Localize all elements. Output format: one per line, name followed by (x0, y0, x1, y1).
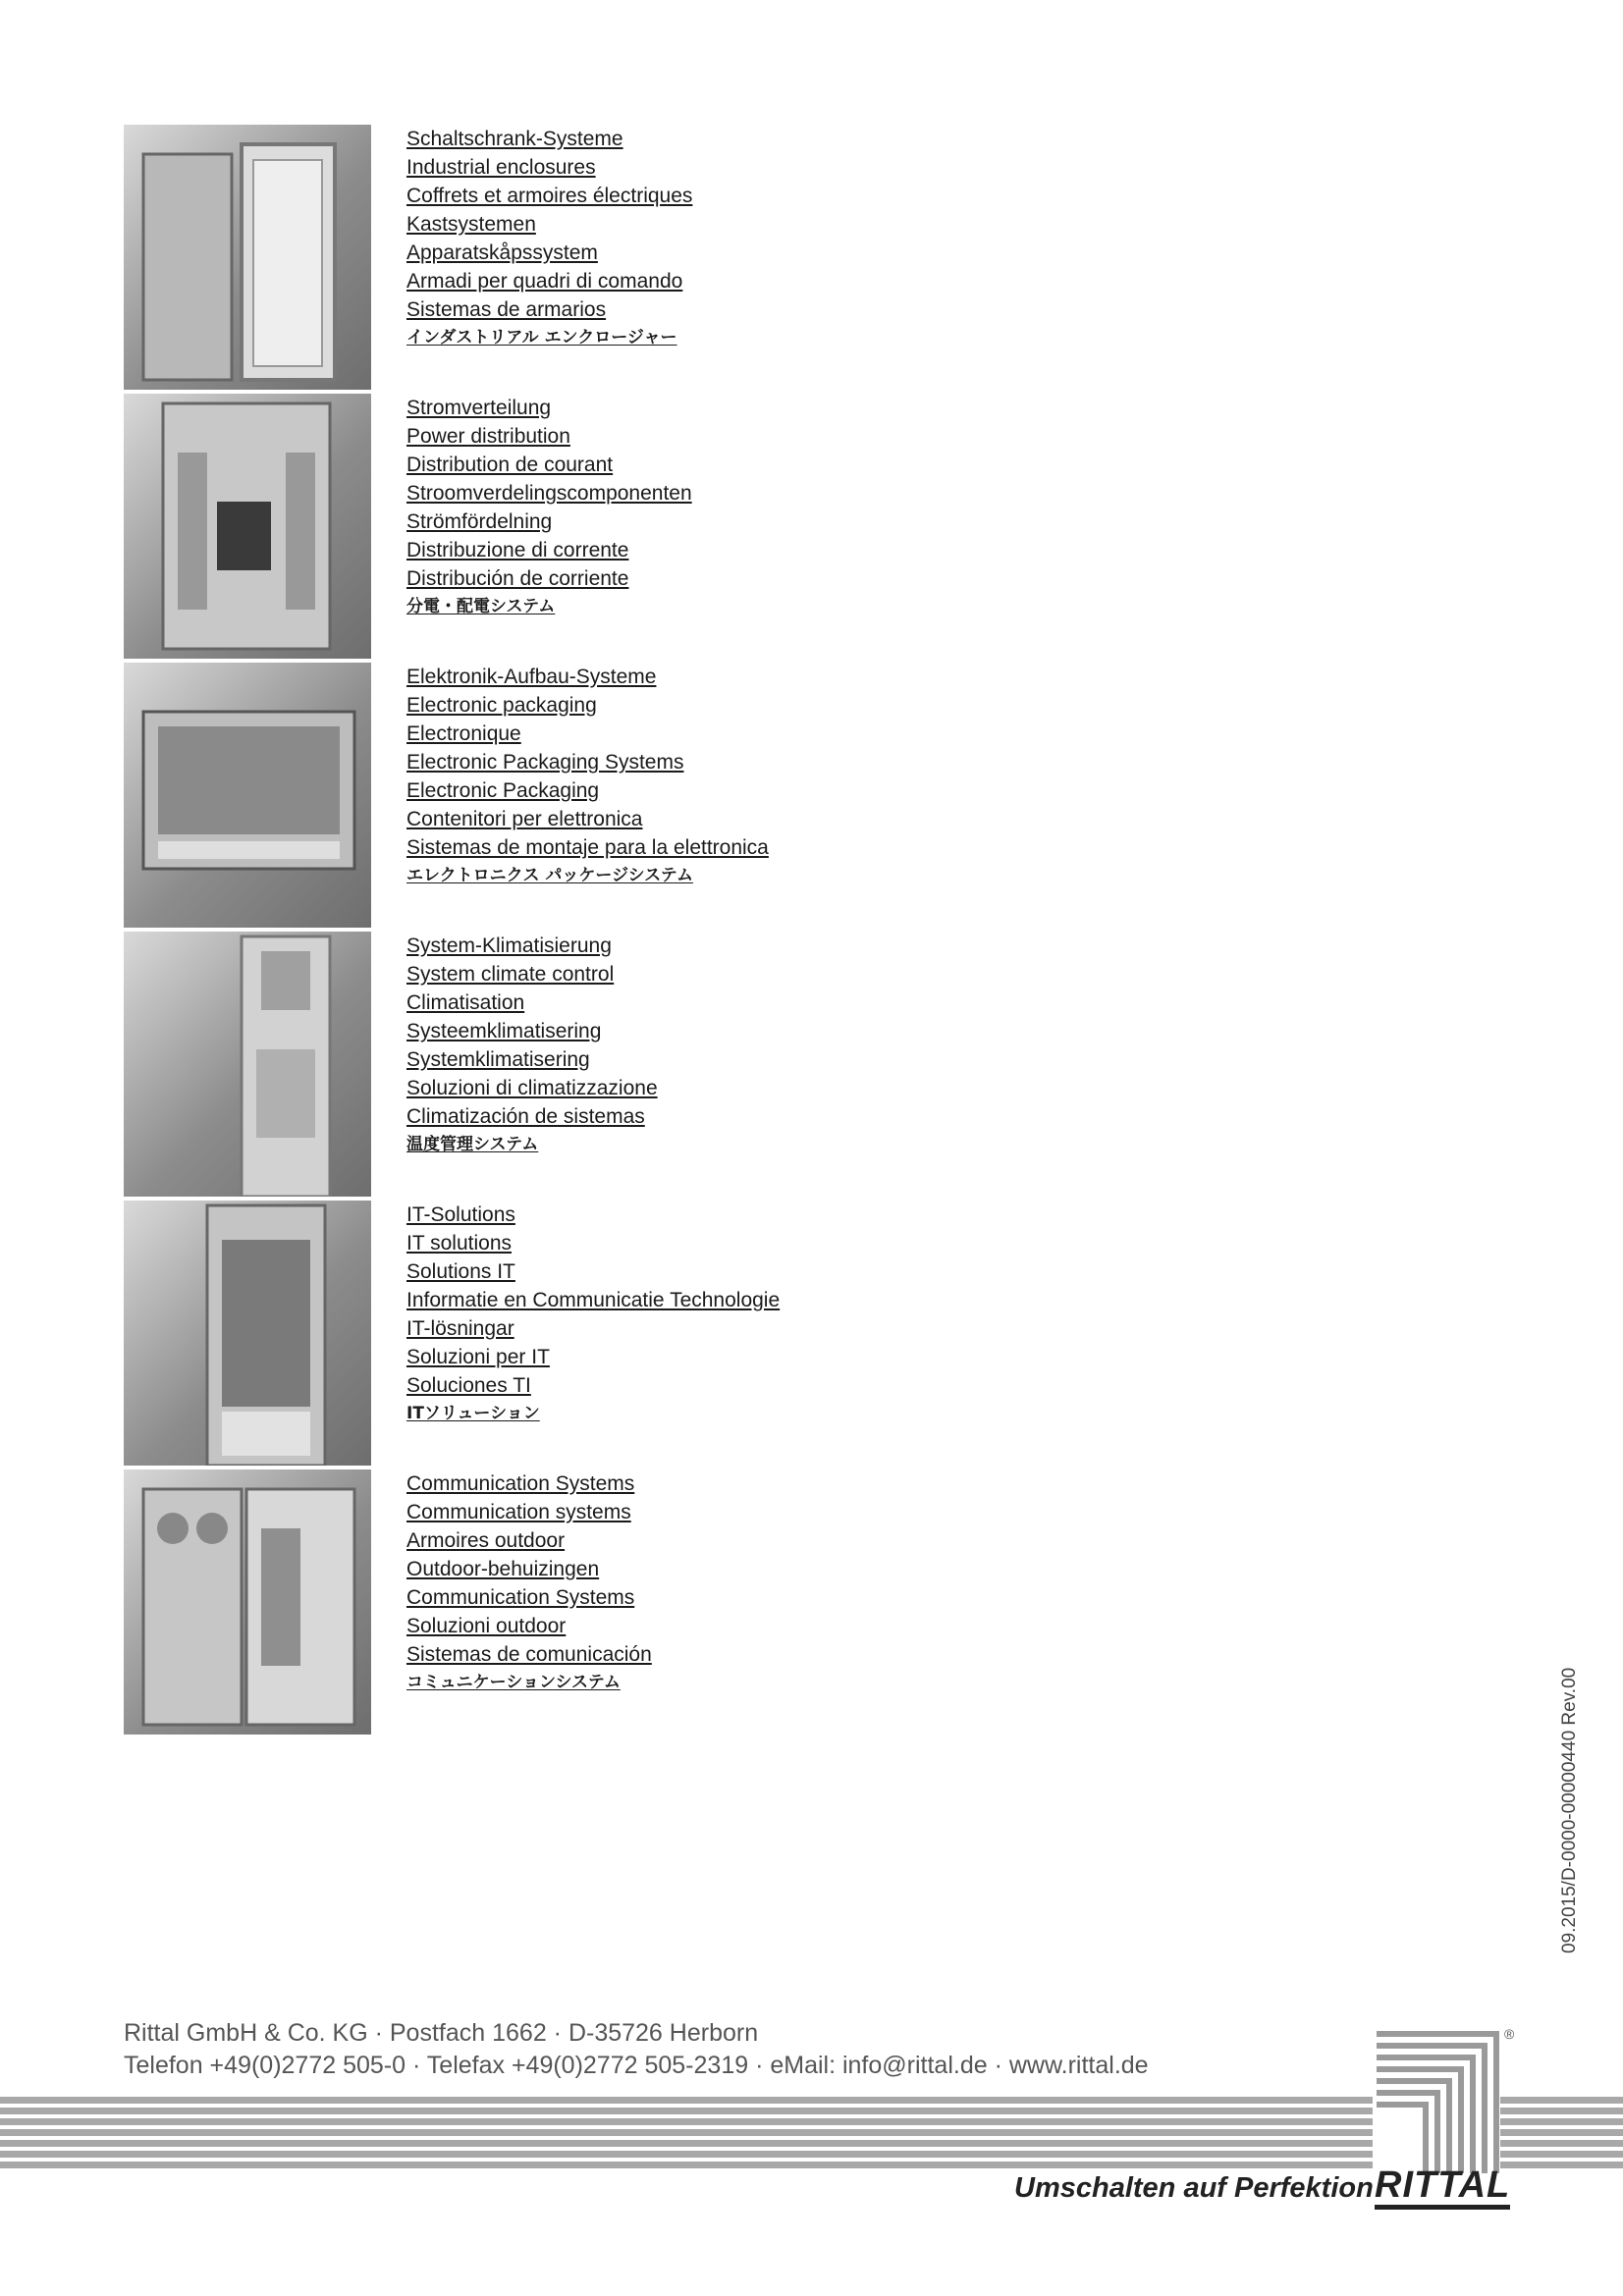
climate-control-image (124, 932, 371, 1197)
link-climate-es[interactable]: Climatización de sistemas (406, 1105, 645, 1128)
category-it-solutions (124, 1201, 1007, 1466)
link-it-ja[interactable]: ITソリューション (406, 1404, 540, 1423)
link-communication-ja[interactable]: コミュニケーションシステム (406, 1673, 621, 1692)
link-enclosures-es[interactable]: Sistemas de armarios (406, 298, 607, 321)
link-enclosures-de[interactable]: Schaltschrank-Systeme (406, 128, 623, 150)
link-power-fr[interactable]: Distribution de courant (406, 454, 614, 476)
registered-mark: ® (1504, 2026, 1515, 2042)
category-communication-systems (124, 1469, 1007, 1735)
link-power-it[interactable]: Distribuzione di corrente (406, 539, 629, 561)
link-climate-fr[interactable]: Climatisation (406, 991, 525, 1014)
link-climate-de[interactable]: System-Klimatisierung (406, 934, 612, 957)
link-electronic-it[interactable]: Contenitori per elettronica (406, 808, 643, 830)
link-power-nl[interactable]: Stroomverdelingscomponenten (406, 482, 692, 505)
link-power-ja[interactable]: 分電・配電システム (406, 597, 556, 616)
link-power-sv[interactable]: Strömfördelning (406, 510, 553, 533)
link-communication-it[interactable]: Soluzioni outdoor (406, 1615, 567, 1637)
link-it-it[interactable]: Soluzioni per IT (406, 1346, 550, 1368)
link-electronic-sv[interactable]: Electronic Packaging (406, 779, 600, 802)
link-climate-it[interactable]: Soluzioni di climatizzazione (406, 1077, 658, 1099)
link-communication-sv[interactable]: Communication Systems (406, 1586, 635, 1609)
link-electronic-en[interactable]: Electronic packaging (406, 694, 597, 717)
enclosures-image (124, 125, 371, 390)
link-enclosures-nl[interactable]: Kastsystemen (406, 213, 536, 236)
link-power-es[interactable]: Distribución de corriente (406, 567, 629, 590)
link-enclosures-fr[interactable]: Coffrets et armoires électriques (406, 185, 693, 207)
link-communication-nl[interactable]: Outdoor-behuizingen (406, 1558, 600, 1580)
link-it-en[interactable]: IT solutions (406, 1232, 512, 1255)
category-enclosures (124, 125, 1007, 390)
link-enclosures-ja[interactable]: インダストリアル エンクロージャー (406, 328, 677, 347)
link-it-nl[interactable]: Informatie en Communicatie Technologie (406, 1289, 781, 1311)
document-reference: 09.2015/D-0000-00000440 Rev.00 (1559, 1667, 1580, 1953)
link-it-fr[interactable]: Solutions IT (406, 1260, 515, 1283)
address-line-2: Telefon +49(0)2772 505-0 · Telefax +49(0)2772 505-2319 · eMail: info@rittal.de · www.rittal.de (124, 2052, 1149, 2079)
slogan: Umschalten auf Perfektion (1014, 2172, 1374, 2204)
category-climate-control (124, 932, 1007, 1197)
link-electronic-de[interactable]: Elektronik-Aufbau-Systeme (406, 666, 657, 688)
link-climate-nl[interactable]: Systeemklimatisering (406, 1020, 602, 1042)
link-climate-en[interactable]: System climate control (406, 963, 615, 986)
link-enclosures-it[interactable]: Armadi per quadri di comando (406, 270, 683, 293)
link-electronic-fr[interactable]: Electronique (406, 722, 521, 745)
link-communication-de[interactable]: Communication Systems (406, 1472, 635, 1495)
link-enclosures-en[interactable]: Industrial enclosures (406, 156, 596, 179)
power-distribution-image (124, 394, 371, 659)
rittal-wordmark: RITTAL (1375, 2165, 1510, 2210)
link-electronic-es[interactable]: Sistemas de montaje para la elettronica (406, 836, 769, 859)
category-electronic-packaging (124, 663, 1007, 928)
link-climate-ja[interactable]: 温度管理システム (406, 1135, 539, 1154)
it-solutions-image (124, 1201, 371, 1466)
link-climate-sv[interactable]: Systemklimatisering (406, 1048, 590, 1071)
link-enclosures-sv[interactable]: Apparatskåpssystem (406, 241, 598, 264)
address-line-1: Rittal GmbH & Co. KG · Postfach 1662 · D-35726 Herborn (124, 2019, 759, 2047)
link-communication-es[interactable]: Sistemas de comunicación (406, 1643, 652, 1666)
communication-systems-image (124, 1469, 371, 1735)
link-communication-fr[interactable]: Armoires outdoor (406, 1529, 566, 1552)
link-communication-en[interactable]: Communication systems (406, 1501, 631, 1523)
footer-address (124, 2017, 1149, 2082)
link-it-sv[interactable]: IT-lösningar (406, 1317, 514, 1340)
category-power-distribution (124, 394, 1007, 659)
link-it-es[interactable]: Soluciones TI (406, 1374, 531, 1397)
rittal-logo-mark (1373, 2028, 1500, 2175)
link-power-de[interactable]: Stromverteilung (406, 397, 552, 419)
electronic-packaging-image (124, 663, 371, 928)
link-electronic-nl[interactable]: Electronic Packaging Systems (406, 751, 684, 774)
link-electronic-ja[interactable]: エレクトロニクス パッケージシステム (406, 866, 693, 885)
link-it-de[interactable]: IT-Solutions (406, 1203, 515, 1226)
link-power-en[interactable]: Power distribution (406, 425, 570, 448)
